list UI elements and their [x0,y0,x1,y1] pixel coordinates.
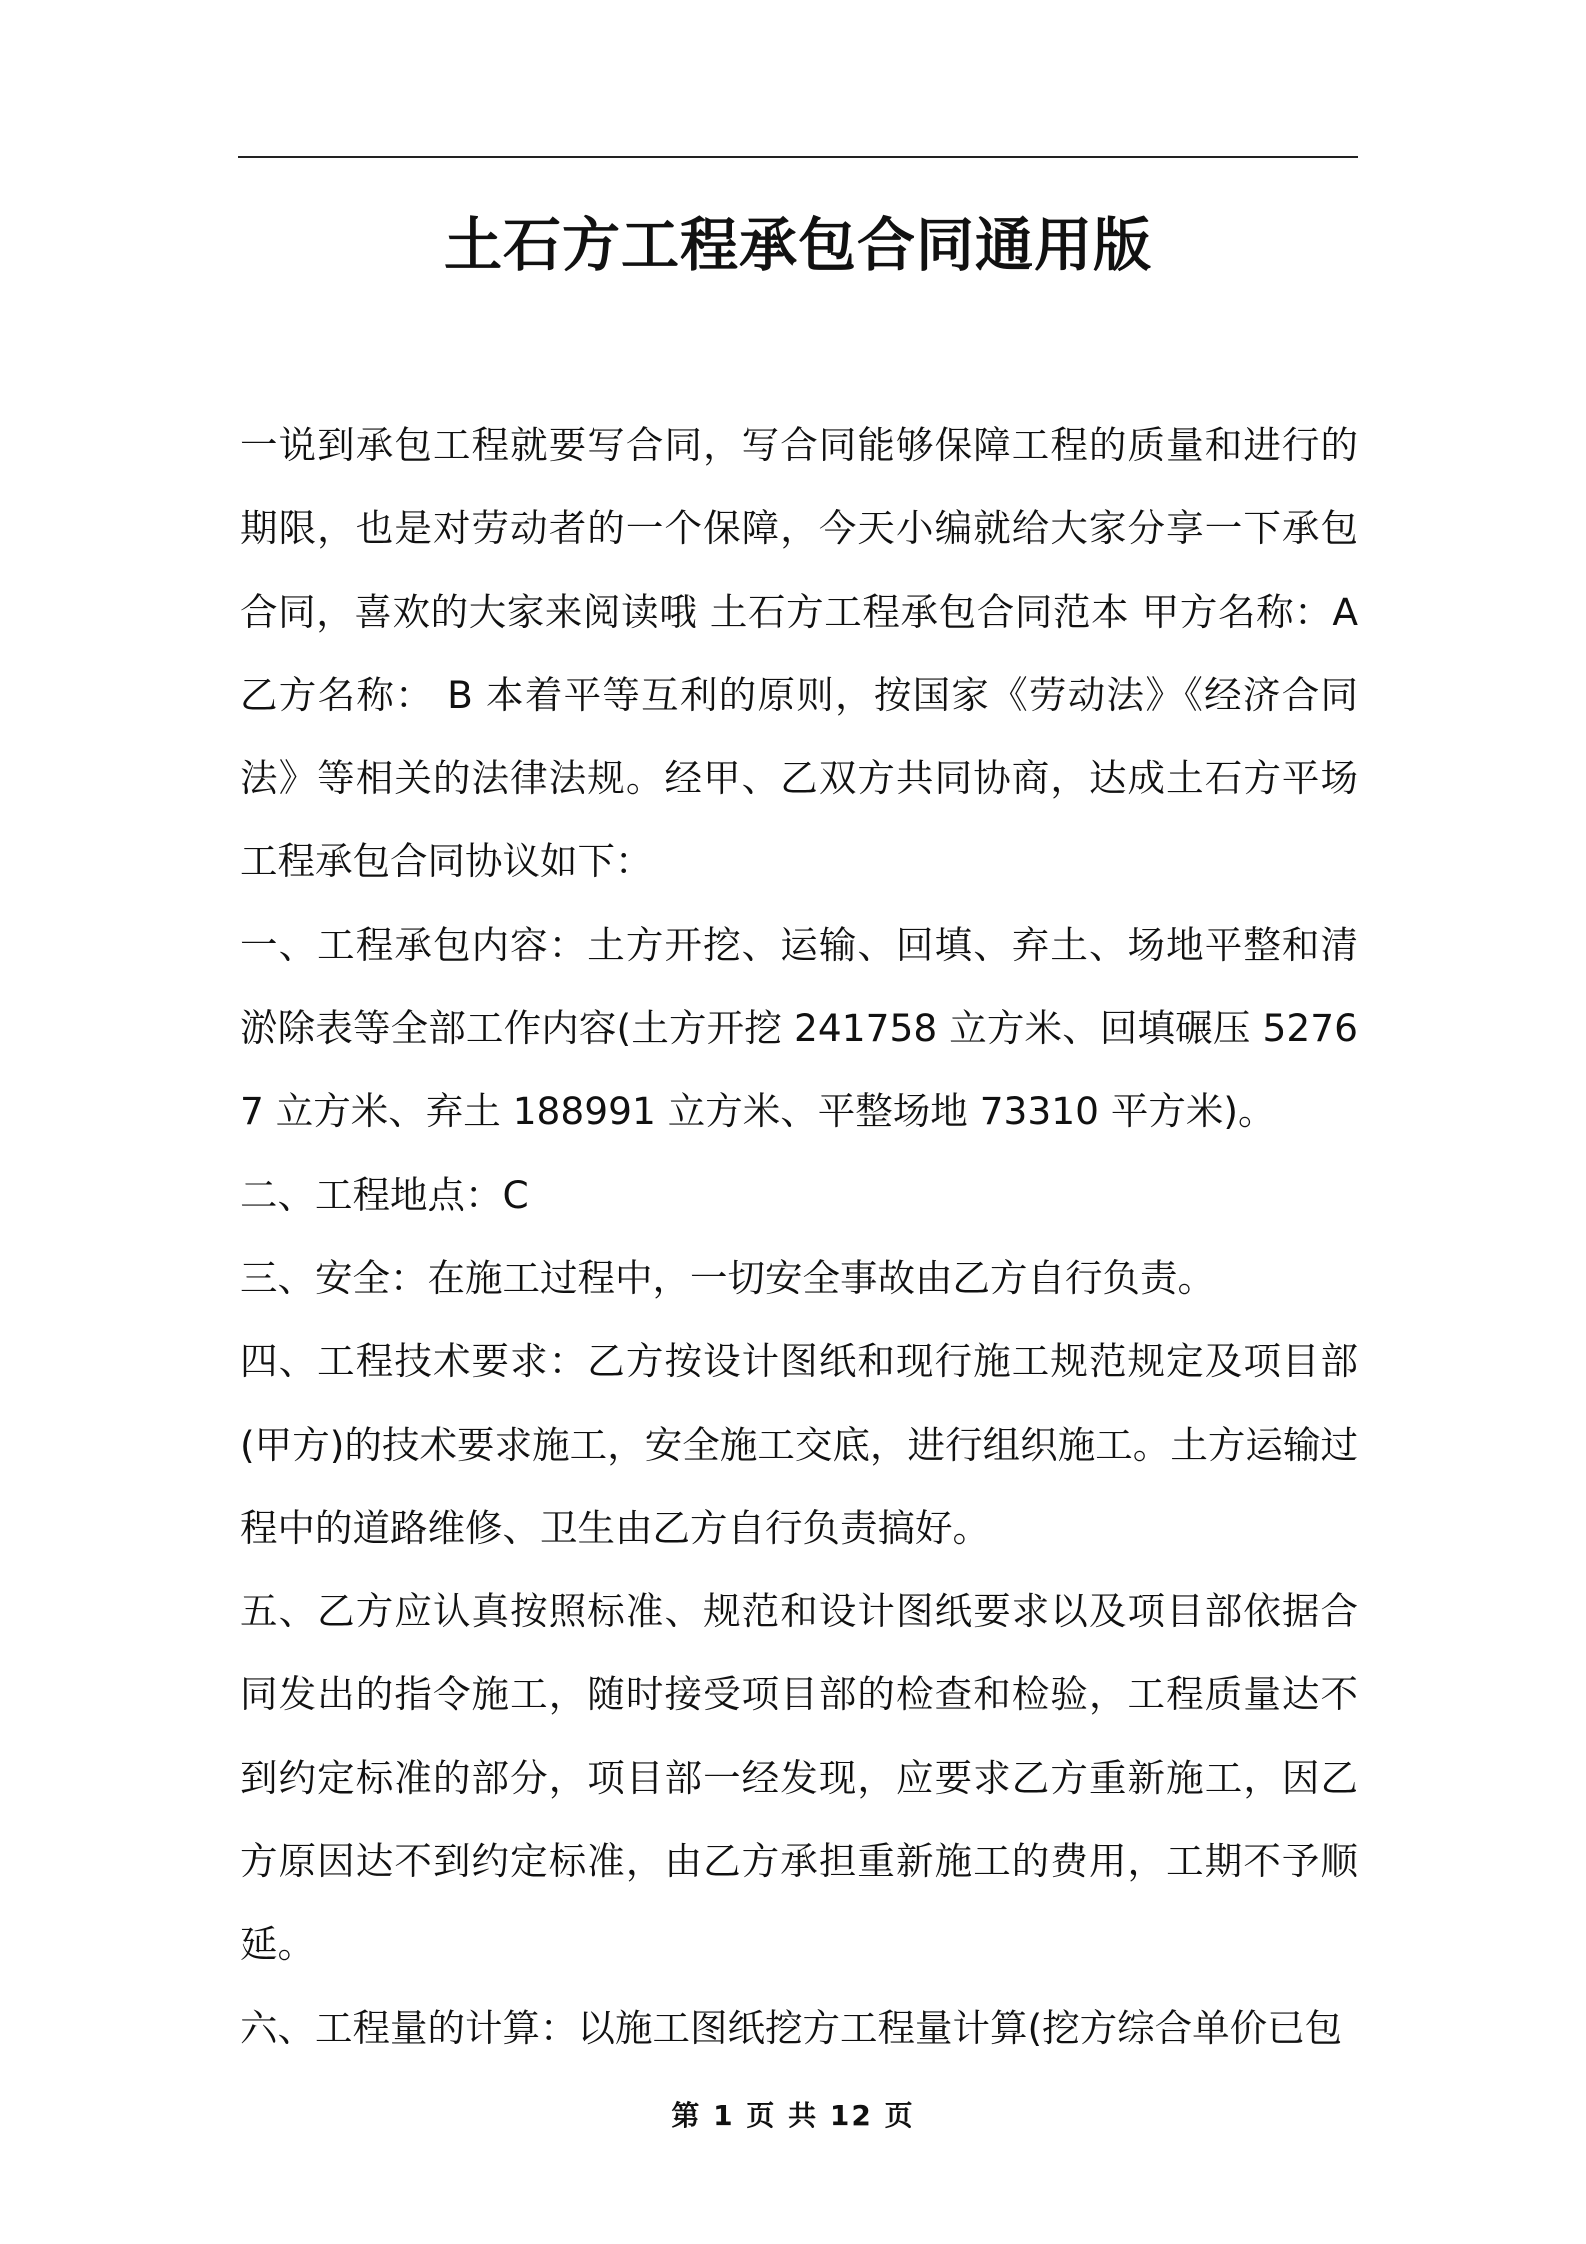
intro-paragraph: 一说到承包工程就要写合同，写合同能够保障工程的质量和进行的期限，也是对劳动者的一个保障，今天小编就给大家分享一下承包合同，喜欢的大家来阅读哦 土石方工程承包合同范本 甲方名称：A 乙方名称： B 本着平等互利的原则，按国家《劳动法》《经济合同法》等相关的法律法规。经甲、乙双方共同协商，达成土石方平场工程承包合同协议如下： [240,423,1358,884]
document-body [240,404,1358,2070]
clause-3-safety: 三、安全：在施工过程中，一切安全事故由乙方自行负责。 [240,1255,1215,1300]
page-number: 第 1 页 共 12 页 [671,2099,915,2132]
header-rule [238,156,1358,158]
document-title: 土石方工程承包合同通用版 [443,211,1152,279]
clause-5-quality: 五、乙方应认真按照标准、规范和设计图纸要求以及项目部依据合同发出的指令施工，随时接受项目部的检查和检验，工程质量达不到约定标准的部分，项目部一经发现，应要求乙方重新施工，因乙方原因达不到约定标准，由乙方承担重新施工的费用，工期不予顺延。 [240,1589,1358,1967]
clause-4-technical: 四、工程技术要求：乙方按设计图纸和现行施工规范规定及项目部(甲方)的技术要求施工，安全施工交底，进行组织施工。土方运输过程中的道路维修、卫生由乙方自行负责搞好。 [240,1339,1358,1550]
clause-1-scope: 一、工程承包内容：土方开挖、运输、回填、弃土、场地平整和清淤除表等全部工作内容(土方开挖 241758 立方米、回填碾压 52767 立方米、弃土 188991 立方米、平整场地 73310 平方米)。 [240,922,1358,1134]
clause-6-quantity: 六、工程量的计算：以施工图纸挖方工程量计算(挖方综合单价已包 [240,2005,1343,2050]
clause-2-location: 二、工程地点：C [240,1172,529,1217]
